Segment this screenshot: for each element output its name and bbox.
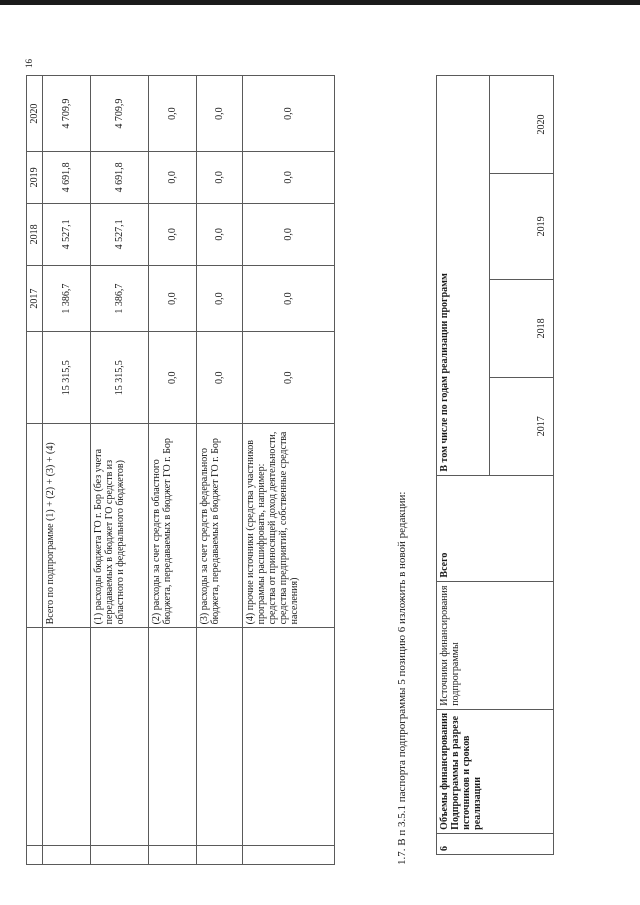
table-cell (43, 628, 91, 846)
table-cell (27, 424, 43, 628)
total-label: Всего (437, 475, 554, 581)
row-value: 4 527,1 (91, 203, 149, 265)
table-row (149, 76, 197, 865)
years-group-label: В том числе по годам реализации программ (437, 76, 490, 476)
year-2019: 2019 (490, 173, 554, 279)
row-value: 4 691,8 (91, 152, 149, 204)
financing-volume-label: Объемы финансирования Подпрограммы в разрезе источников и сроков реализации (437, 709, 554, 833)
row-value: 0,0 (149, 266, 197, 332)
row-value: 4 709,9 (91, 76, 149, 152)
row-total: 15 315,5 (43, 332, 91, 424)
table-cell (243, 628, 335, 846)
top-rule (0, 0, 640, 5)
row-value: 0,0 (149, 76, 197, 152)
year-header-2017: 2017 (27, 266, 43, 332)
table-row (43, 76, 91, 865)
row-value: 4 709,9 (43, 76, 91, 152)
row-description: (2) расходы за счет средств областного бюджета, передаваемых в бюджет ГО г. Бор (149, 424, 197, 628)
table-cell (91, 628, 149, 846)
row-description: (4) прочие источники (средства участников программы расшифровать, например: средства от приносящей доход деятельности, средства предприятий, собственные средства населения) (243, 424, 335, 628)
financing-sources-label: Источники финансирования подпрограммы (437, 581, 554, 709)
table-cell (243, 846, 335, 865)
row-value: 0,0 (197, 203, 243, 265)
row-value: 0,0 (243, 266, 335, 332)
row-description: Всего по подпрограмме (1) + (2) + (3) + (4) (43, 424, 91, 628)
row-value: 1 386,7 (43, 266, 91, 332)
row-total: 15 315,5 (91, 332, 149, 424)
row-value: 0,0 (197, 76, 243, 152)
page-number: 16 (24, 59, 34, 68)
table-row (91, 76, 149, 865)
year-2017: 2017 (490, 377, 554, 475)
year-header-2019: 2019 (27, 152, 43, 204)
row-number: 6 (437, 833, 554, 854)
row-value: 0,0 (149, 203, 197, 265)
year-header-2018: 2018 (27, 203, 43, 265)
table-cell (43, 846, 91, 865)
table-cell (27, 332, 43, 424)
table-cell (91, 846, 149, 865)
row-total: 0,0 (149, 332, 197, 424)
row-total: 0,0 (197, 332, 243, 424)
table-header-row (27, 76, 43, 865)
table-row (243, 76, 335, 865)
row-value: 0,0 (149, 152, 197, 204)
table-cell (27, 628, 43, 846)
table-row (197, 76, 243, 865)
table-cell (149, 628, 197, 846)
row-value: 4 691,8 (43, 152, 91, 204)
row-value: 0,0 (243, 203, 335, 265)
table-cell (149, 846, 197, 865)
table-cell (197, 846, 243, 865)
new-position-table (436, 75, 554, 855)
row-value: 0,0 (243, 152, 335, 204)
row-description: (3) расходы за счет средств федерального бюджета, передаваемых в бюджет ГО г. Бор (197, 424, 243, 628)
row-value: 0,0 (197, 266, 243, 332)
rotated-page-content (26, 75, 586, 865)
row-value: 0,0 (197, 152, 243, 204)
year-2020: 2020 (490, 76, 554, 174)
table-cell (27, 846, 43, 865)
year-2018: 2018 (490, 279, 554, 377)
row-value: 0,0 (243, 76, 335, 152)
row-description: (1) расходы бюджета ГО г. Бор (без учета передаваемых в бюджет ГО средств из областного и федерального бюджетов) (91, 424, 149, 628)
table-cell (197, 628, 243, 846)
table-header-row (437, 76, 490, 855)
row-value: 1 386,7 (91, 266, 149, 332)
row-value: 4 527,1 (43, 203, 91, 265)
row-total: 0,0 (243, 332, 335, 424)
funding-table (26, 75, 335, 865)
year-header-2020: 2020 (27, 76, 43, 152)
amendment-paragraph: 1.7. В п 3.5.1 паспорта подпрограммы 5 позицию 6 изложить в новой редакции: (396, 491, 408, 865)
